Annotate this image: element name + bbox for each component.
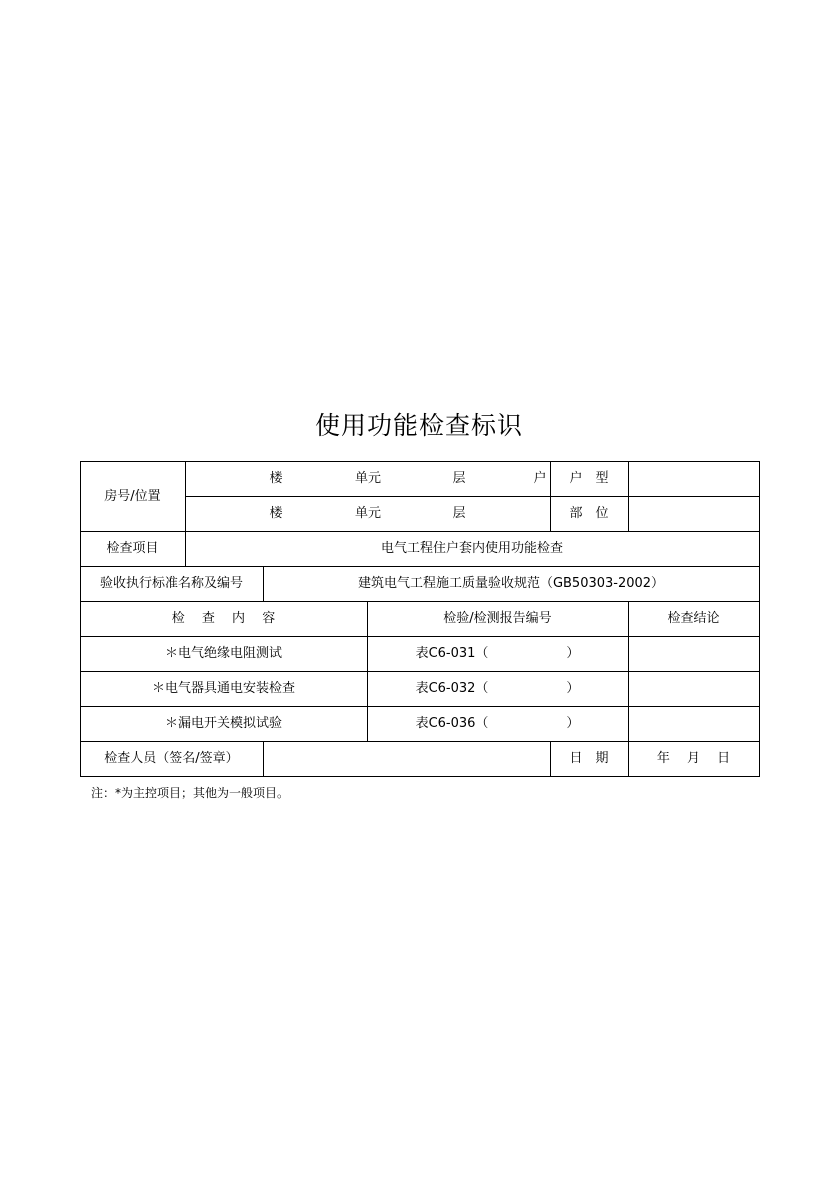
item-label: 检查项目 — [106, 541, 159, 556]
item-result[interactable] — [628, 636, 759, 671]
header-result: 检查结论 — [667, 611, 720, 626]
unit-type-label: 户 型 — [569, 471, 609, 486]
page-title: 使用功能检查标识 — [314, 411, 523, 440]
item-result[interactable] — [628, 671, 759, 706]
floor-unit: 层 — [452, 506, 466, 521]
table-border-bottom — [80, 776, 760, 777]
position-value[interactable] — [628, 496, 759, 531]
building-unit: 楼 — [269, 506, 283, 521]
table-border-right — [759, 461, 760, 777]
footnote: 注：*为主控项目；其他为一般项目。 — [91, 786, 290, 800]
inspector-signature[interactable] — [263, 741, 550, 776]
item-content: ＊电气绝缘电阻测试 — [164, 646, 282, 661]
position-label: 部 位 — [569, 506, 609, 521]
unit-unit: 单元 — [354, 506, 381, 521]
unit-type-value[interactable] — [628, 461, 759, 496]
item-report: 表C6-036（ ） — [415, 716, 580, 731]
standard-label: 验收执行标准名称及编号 — [99, 576, 243, 591]
household-unit: 户 — [533, 471, 547, 486]
date-label: 日 期 — [569, 751, 609, 766]
room-label: 房号/位置 — [104, 488, 161, 504]
header-content: 检 查 内 容 — [171, 611, 276, 626]
header-report: 检验/检测报告编号 — [443, 611, 552, 626]
standard-value: 建筑电气工程施工质量验收规范（GB50303-2002） — [357, 576, 665, 591]
inspection-table — [80, 461, 760, 777]
item-value: 电气工程住户套内使用功能检查 — [380, 541, 563, 556]
inspector-label: 检查人员（签名/签章） — [104, 751, 239, 766]
date-value[interactable]: 年 月 日 — [656, 751, 731, 766]
item-report: 表C6-032（ ） — [415, 681, 580, 696]
item-report: 表C6-031（ ） — [415, 646, 580, 661]
floor-unit: 层 — [452, 471, 466, 486]
building-unit: 楼 — [269, 471, 283, 486]
item-content: ＊电气器具通电安装检查 — [151, 681, 295, 696]
item-result[interactable] — [628, 706, 759, 741]
item-content: ＊漏电开关模拟试验 — [164, 716, 282, 731]
unit-unit: 单元 — [354, 471, 381, 486]
